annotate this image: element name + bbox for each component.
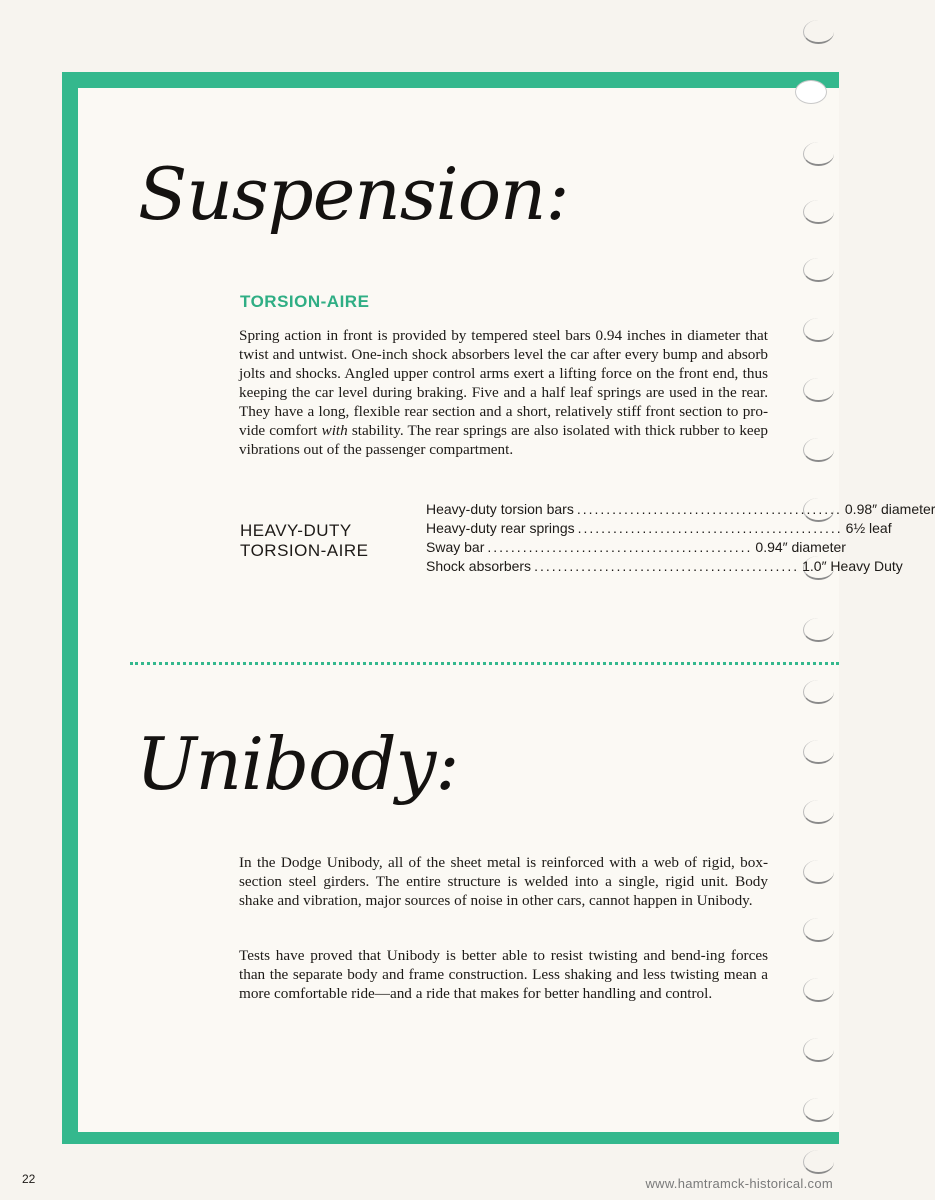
suspension-text-emphasis: with bbox=[321, 422, 348, 439]
unibody-heading: Unibody: bbox=[136, 722, 459, 806]
unibody-paragraph-1: In the Dodge Unibody, all of the sheet metal is reinforced with a web of rigid, box-section steel girders. The entire structure is welded into a single, rigid unit. Body shake and vibration, major sources of noise in other cars, cannot happen in Unibody. bbox=[239, 854, 768, 909]
spec-row-shock-absorbers bbox=[426, 557, 903, 576]
spec-value: 0.94″ diameter bbox=[755, 539, 846, 555]
binder-hole bbox=[803, 1038, 834, 1062]
binder-hole bbox=[803, 740, 834, 764]
spec-label: Shock absorbers bbox=[426, 558, 532, 574]
unibody-paragraph-2: Tests have proved that Unibody is better able to resist twisting and bend-ing forces than the separate body and frame construction. Less shaking and less twisting mean a more comfortable ride—and a ride that makes for better handling and control. bbox=[239, 947, 768, 1002]
binder-hole bbox=[803, 680, 834, 704]
binder-hole bbox=[803, 438, 834, 462]
spec-label: Heavy-duty torsion bars bbox=[426, 501, 574, 517]
heavy-duty-label-line2: TORSION-AIRE bbox=[240, 541, 369, 560]
spec-leader-dots: ............................................. bbox=[577, 520, 843, 536]
binder-hole bbox=[803, 918, 834, 942]
binder-hole bbox=[803, 142, 834, 166]
spec-leader-dots: ............................................. bbox=[576, 501, 842, 517]
spec-value: 6½ leaf bbox=[845, 520, 892, 536]
spec-leader-dots: ............................................. bbox=[534, 558, 800, 574]
specs-list bbox=[426, 500, 935, 576]
page-number: 22 bbox=[22, 1172, 36, 1186]
spec-value: 1.0″ Heavy Duty bbox=[802, 558, 903, 574]
binder-hole bbox=[803, 318, 834, 342]
dotted-divider bbox=[130, 662, 839, 665]
spec-row-torsion-bars bbox=[426, 500, 935, 519]
suspension-paragraph bbox=[239, 326, 768, 459]
suspension-text-part1: Spring action in front is provided by tempered steel bars 0.94 inches in diameter that twist and untwist. One-inch shock absorbers level the car after every bump and absorb jolts and shocks. Angled upper control arms exert a lifting force on the front end, thus keeping the car level during braking. Five and a half leaf springs are used in the rear. They have a long, flexible rear section and a short, relatively stiff front section to pro-vide comfort bbox=[239, 327, 768, 439]
suspension-heading: Suspension: bbox=[138, 152, 569, 236]
binder-hole bbox=[803, 1150, 834, 1174]
binder-hole bbox=[803, 200, 834, 224]
suspension-text-part2: stability. The rear springs are also isolated with thick rubber to keep vibrations out of the passenger compartment. bbox=[239, 422, 768, 458]
binder-hole bbox=[803, 20, 834, 44]
binder-hole bbox=[803, 258, 834, 282]
spec-label: Sway bar bbox=[426, 539, 485, 555]
heavy-duty-label bbox=[240, 521, 368, 561]
spec-value: 0.98″ diameter bbox=[844, 501, 935, 517]
spec-label: Heavy-duty rear springs bbox=[426, 520, 575, 536]
binder-hole bbox=[803, 378, 834, 402]
watermark-url: www.hamtramck-historical.com bbox=[645, 1176, 833, 1191]
binder-hole bbox=[803, 618, 834, 642]
binder-hole bbox=[795, 80, 827, 104]
binder-hole bbox=[803, 978, 834, 1002]
spec-row-sway-bar bbox=[426, 538, 846, 557]
spec-row-rear-springs bbox=[426, 519, 892, 538]
binder-hole bbox=[803, 800, 834, 824]
binder-hole bbox=[803, 1098, 834, 1122]
heavy-duty-label-line1: HEAVY-DUTY bbox=[240, 521, 352, 540]
spec-leader-dots: ............................................. bbox=[487, 539, 753, 555]
binder-hole bbox=[803, 860, 834, 884]
torsion-aire-subheading: TORSION-AIRE bbox=[240, 292, 370, 311]
